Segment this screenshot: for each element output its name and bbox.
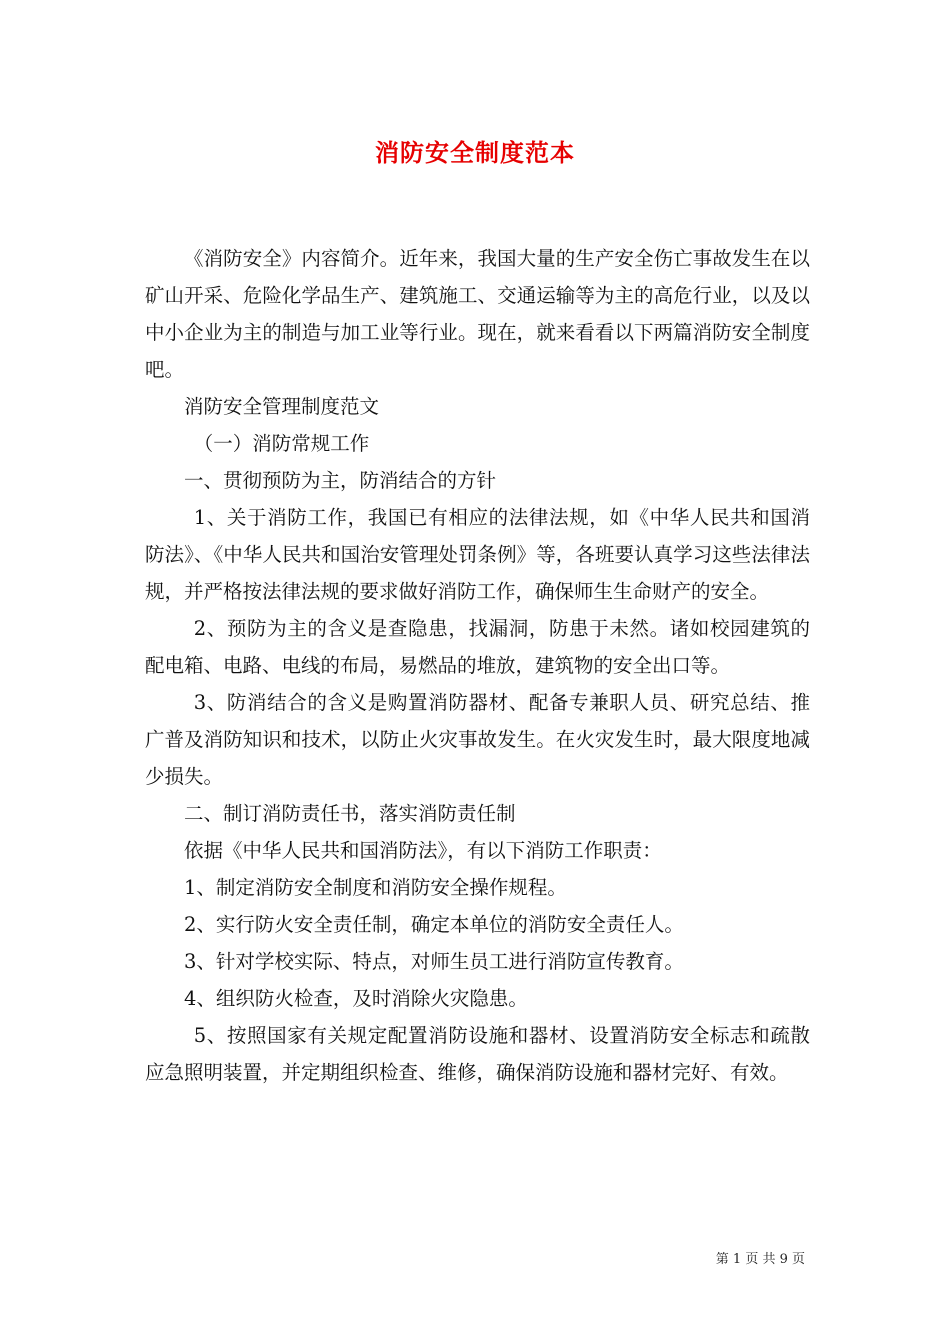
paragraph-duty: 2、实行防火安全责任制，确定本单位的消防安全责任人。 [184, 913, 684, 936]
page-number: 第 1 页 共 9 页 [715, 1252, 805, 1267]
paragraph-item: 3、防消结合的含义是购置消防器材、配备专兼职人员、研究总结、推广普及消防知识和技术，以防止火灾事故发生。在火灾发生时，最大限度地减少损失。 [145, 691, 810, 788]
page-title: 消防安全制度范本 [375, 138, 575, 167]
paragraph-duty: 1、制定消防安全制度和消防安全操作规程。 [184, 876, 567, 899]
document-body [145, 240, 810, 1091]
paragraph-section-heading: 消防安全管理制度范文 [184, 395, 380, 418]
paragraph-heading-1: 一、贯彻预防为主，防消结合的方针 [184, 469, 497, 492]
paragraph-duty: 3、针对学校实际、特点，对师生员工进行消防宣传教育。 [184, 950, 684, 973]
paragraph-duty: 5、按照国家有关规定配置消防设施和器材、设置消防安全标志和疏散应急照明装置，并定期组织检查、维修，确保消防设施和器材完好、有效。 [145, 1024, 810, 1084]
paragraph-duty: 4、组织防火检查，及时消除火灾隐患。 [184, 987, 528, 1010]
paragraph-subsection-heading: （一）消防常规工作 [193, 432, 370, 455]
paragraph-intro: 《消防安全》内容简介。近年来，我国大量的生产安全伤亡事故发生在以矿山开采、危险化学品生产、建筑施工、交通运输等为主的高危行业，以及以中小企业为主的制造与加工业等行业。现在，就来看看以下两篇消防安全制度吧。 [145, 247, 810, 381]
paragraph-item: 1、关于消防工作，我国已有相应的法律法规，如《中华人民共和国消防法》、《中华人民共和国治安管理处罚条例》等，各班要认真学习这些法律法规，并严格按法律法规的要求做好消防工作，确保师生生命财产的安全。 [145, 506, 810, 603]
paragraph-heading-2: 二、制订消防责任书，落实消防责任制 [184, 802, 516, 825]
paragraph-duties-intro: 依据《中华人民共和国消防法》，有以下消防工作职责： [184, 839, 662, 862]
paragraph-item: 2、预防为主的含义是查隐患，找漏洞，防患于未然。诸如校园建筑的配电箱、电路、电线的布局，易燃品的堆放，建筑物的安全出口等。 [145, 617, 810, 677]
